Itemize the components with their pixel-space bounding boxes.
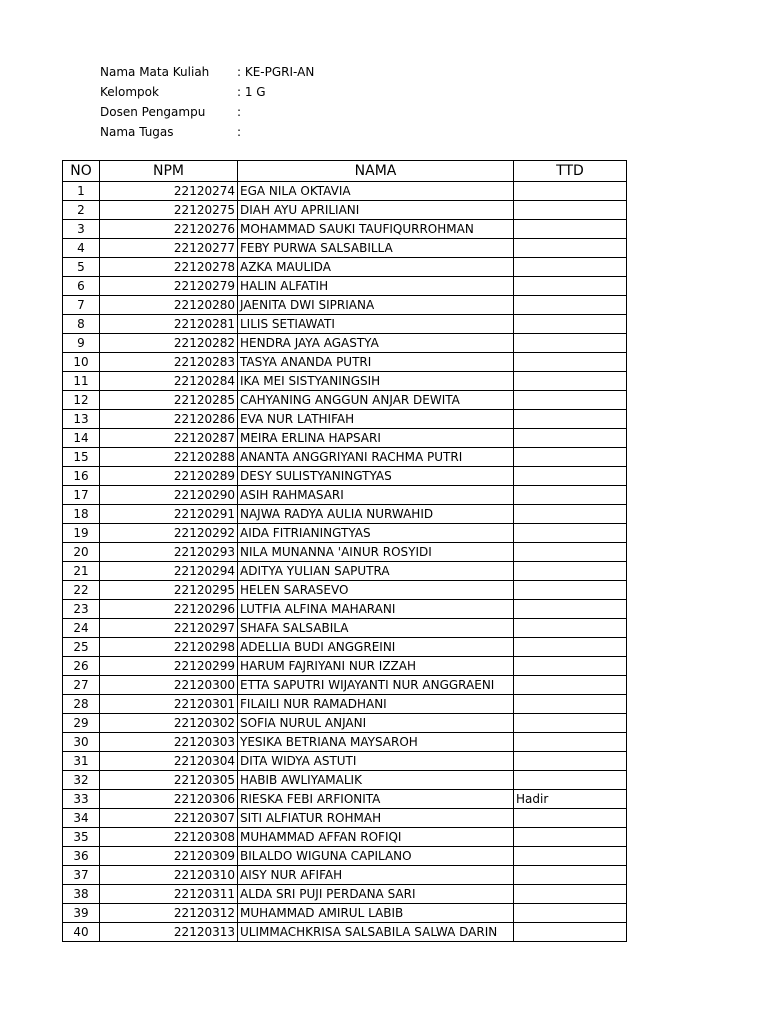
cell-ttd — [514, 828, 627, 847]
cell-npm: 22120275 — [100, 201, 238, 220]
group-label: Kelompok — [100, 85, 159, 99]
cell-nama: DITA WIDYA ASTUTI — [238, 752, 514, 771]
cell-npm: 22120304 — [100, 752, 238, 771]
table-row — [63, 752, 627, 771]
cell-ttd — [514, 657, 627, 676]
cell-ttd — [514, 334, 627, 353]
cell-ttd: Hadir — [514, 790, 627, 809]
table-row — [63, 733, 627, 752]
table-row — [63, 847, 627, 866]
cell-no: 30 — [63, 733, 100, 752]
cell-ttd — [514, 467, 627, 486]
cell-nama: DESY SULISTYANINGTYAS — [238, 467, 514, 486]
cell-nama: FEBY PURWA SALSABILLA — [238, 239, 514, 258]
table-row — [63, 885, 627, 904]
cell-ttd — [514, 885, 627, 904]
table-row — [63, 695, 627, 714]
cell-nama: NILA MUNANNA 'AINUR ROSYIDI — [238, 543, 514, 562]
cell-nama: CAHYANING ANGGUN ANJAR DEWITA — [238, 391, 514, 410]
cell-nama: AISY NUR AFIFAH — [238, 866, 514, 885]
cell-ttd — [514, 182, 627, 201]
cell-no: 34 — [63, 809, 100, 828]
cell-no: 6 — [63, 277, 100, 296]
cell-nama: MEIRA ERLINA HAPSARI — [238, 429, 514, 448]
cell-nama: IKA MEI SISTYANINGSIH — [238, 372, 514, 391]
cell-ttd — [514, 562, 627, 581]
table-row — [63, 809, 627, 828]
cell-npm: 22120277 — [100, 239, 238, 258]
cell-no: 16 — [63, 467, 100, 486]
cell-no: 17 — [63, 486, 100, 505]
course-name-label: Nama Mata Kuliah — [100, 65, 210, 79]
cell-ttd — [514, 714, 627, 733]
cell-ttd — [514, 847, 627, 866]
cell-nama: HENDRA JAYA AGASTYA — [238, 334, 514, 353]
cell-no: 29 — [63, 714, 100, 733]
cell-ttd — [514, 524, 627, 543]
cell-no: 13 — [63, 410, 100, 429]
table-row — [63, 771, 627, 790]
cell-nama: EVA NUR LATHIFAH — [238, 410, 514, 429]
cell-no: 35 — [63, 828, 100, 847]
table-row — [63, 486, 627, 505]
cell-npm: 22120311 — [100, 885, 238, 904]
cell-nama: SHAFA SALSABILA — [238, 619, 514, 638]
cell-ttd — [514, 695, 627, 714]
cell-ttd — [514, 619, 627, 638]
cell-ttd — [514, 809, 627, 828]
cell-ttd — [514, 600, 627, 619]
cell-no: 27 — [63, 676, 100, 695]
cell-ttd — [514, 410, 627, 429]
cell-no: 26 — [63, 657, 100, 676]
task-name-value: : — [237, 125, 242, 139]
task-name-label: Nama Tugas — [100, 125, 174, 139]
cell-npm: 22120278 — [100, 258, 238, 277]
cell-no: 5 — [63, 258, 100, 277]
cell-ttd — [514, 315, 627, 334]
cell-nama: SOFIA NURUL ANJANI — [238, 714, 514, 733]
cell-npm: 22120289 — [100, 467, 238, 486]
column-header-nama: NAMA — [238, 161, 514, 182]
cell-nama: EGA NILA OKTAVIA — [238, 182, 514, 201]
cell-ttd — [514, 505, 627, 524]
cell-ttd — [514, 486, 627, 505]
table-row — [63, 562, 627, 581]
cell-ttd — [514, 220, 627, 239]
cell-ttd — [514, 581, 627, 600]
cell-npm: 22120288 — [100, 448, 238, 467]
cell-no: 28 — [63, 695, 100, 714]
cell-no: 9 — [63, 334, 100, 353]
course-name-value: : KE-PGRI-AN — [237, 65, 315, 79]
cell-nama: HABIB AWLIYAMALIK — [238, 771, 514, 790]
cell-npm: 22120291 — [100, 505, 238, 524]
cell-nama: ETTA SAPUTRI WIJAYANTI NUR ANGGRAENI — [238, 676, 514, 695]
cell-npm: 22120302 — [100, 714, 238, 733]
cell-no: 11 — [63, 372, 100, 391]
cell-nama: JAENITA DWI SIPRIANA — [238, 296, 514, 315]
cell-nama: MUHAMMAD AFFAN ROFIQI — [238, 828, 514, 847]
table-row — [63, 258, 627, 277]
cell-no: 8 — [63, 315, 100, 334]
cell-no: 22 — [63, 581, 100, 600]
table-row — [63, 429, 627, 448]
cell-npm: 22120310 — [100, 866, 238, 885]
cell-nama: ALDA SRI PUJI PERDANA SARI — [238, 885, 514, 904]
cell-nama: LUTFIA ALFINA MAHARANI — [238, 600, 514, 619]
cell-nama: MOHAMMAD SAUKI TAUFIQURROHMAN — [238, 220, 514, 239]
column-header-ttd: TTD — [514, 161, 627, 182]
table-row — [63, 543, 627, 562]
table-row — [63, 467, 627, 486]
cell-npm: 22120279 — [100, 277, 238, 296]
cell-ttd — [514, 448, 627, 467]
table-row — [63, 828, 627, 847]
cell-nama: FILAILI NUR RAMADHANI — [238, 695, 514, 714]
cell-npm: 22120284 — [100, 372, 238, 391]
cell-no: 15 — [63, 448, 100, 467]
table-row — [63, 524, 627, 543]
cell-nama: BILALDO WIGUNA CAPILANO — [238, 847, 514, 866]
cell-npm: 22120300 — [100, 676, 238, 695]
cell-no: 33 — [63, 790, 100, 809]
table-row — [63, 372, 627, 391]
cell-no: 39 — [63, 904, 100, 923]
cell-no: 21 — [63, 562, 100, 581]
cell-nama: NAJWA RADYA AULIA NURWAHID — [238, 505, 514, 524]
cell-no: 19 — [63, 524, 100, 543]
cell-no: 31 — [63, 752, 100, 771]
cell-no: 32 — [63, 771, 100, 790]
cell-ttd — [514, 733, 627, 752]
cell-npm: 22120287 — [100, 429, 238, 448]
cell-nama: SITI ALFIATUR ROHMAH — [238, 809, 514, 828]
table-row — [63, 866, 627, 885]
cell-ttd — [514, 277, 627, 296]
table-row — [63, 315, 627, 334]
cell-nama: HARUM FAJRIYANI NUR IZZAH — [238, 657, 514, 676]
table-row — [63, 714, 627, 733]
cell-ttd — [514, 353, 627, 372]
cell-npm: 22120294 — [100, 562, 238, 581]
cell-nama: HELEN SARASEVO — [238, 581, 514, 600]
cell-ttd — [514, 676, 627, 695]
table-row — [63, 296, 627, 315]
cell-ttd — [514, 543, 627, 562]
cell-ttd — [514, 258, 627, 277]
cell-npm: 22120299 — [100, 657, 238, 676]
cell-ttd — [514, 771, 627, 790]
cell-ttd — [514, 296, 627, 315]
table-row — [63, 676, 627, 695]
table-row — [63, 334, 627, 353]
cell-ttd — [514, 391, 627, 410]
table-row — [63, 638, 627, 657]
cell-no: 7 — [63, 296, 100, 315]
table-body — [63, 182, 627, 942]
table-header-row — [63, 161, 627, 182]
cell-ttd — [514, 866, 627, 885]
cell-nama: ANANTA ANGGRIYANI RACHMA PUTRI — [238, 448, 514, 467]
cell-ttd — [514, 923, 627, 942]
cell-ttd — [514, 429, 627, 448]
table-row — [63, 353, 627, 372]
column-header-no: NO — [63, 161, 100, 182]
cell-npm: 22120303 — [100, 733, 238, 752]
cell-no: 40 — [63, 923, 100, 942]
table-row — [63, 410, 627, 429]
cell-no: 3 — [63, 220, 100, 239]
cell-npm: 22120292 — [100, 524, 238, 543]
cell-no: 23 — [63, 600, 100, 619]
cell-ttd — [514, 239, 627, 258]
cell-nama: TASYA ANANDA PUTRI — [238, 353, 514, 372]
cell-npm: 22120297 — [100, 619, 238, 638]
cell-nama: DIAH AYU APRILIANI — [238, 201, 514, 220]
cell-npm: 22120313 — [100, 923, 238, 942]
cell-no: 4 — [63, 239, 100, 258]
cell-nama: ULIMMACHKRISA SALSABILA SALWA DARIN — [238, 923, 514, 942]
cell-npm: 22120309 — [100, 847, 238, 866]
cell-nama: YESIKA BETRIANA MAYSAROH — [238, 733, 514, 752]
cell-nama: AIDA FITRIANINGTYAS — [238, 524, 514, 543]
table-row — [63, 505, 627, 524]
cell-no: 10 — [63, 353, 100, 372]
cell-no: 38 — [63, 885, 100, 904]
cell-npm: 22120281 — [100, 315, 238, 334]
cell-npm: 22120296 — [100, 600, 238, 619]
cell-no: 25 — [63, 638, 100, 657]
table-row — [63, 201, 627, 220]
cell-no: 2 — [63, 201, 100, 220]
cell-no: 37 — [63, 866, 100, 885]
table-row — [63, 600, 627, 619]
cell-no: 20 — [63, 543, 100, 562]
cell-npm: 22120308 — [100, 828, 238, 847]
cell-npm: 22120290 — [100, 486, 238, 505]
cell-no: 14 — [63, 429, 100, 448]
cell-npm: 22120306 — [100, 790, 238, 809]
cell-nama: ADELLIA BUDI ANGGREINI — [238, 638, 514, 657]
cell-npm: 22120282 — [100, 334, 238, 353]
table-row — [63, 923, 627, 942]
table-row — [63, 657, 627, 676]
cell-npm: 22120293 — [100, 543, 238, 562]
cell-npm: 22120295 — [100, 581, 238, 600]
table-row — [63, 182, 627, 201]
cell-nama: LILIS SETIAWATI — [238, 315, 514, 334]
group-value: : 1 G — [237, 85, 266, 99]
cell-npm: 22120286 — [100, 410, 238, 429]
table-row — [63, 220, 627, 239]
cell-npm: 22120298 — [100, 638, 238, 657]
cell-nama: ADITYA YULIAN SAPUTRA — [238, 562, 514, 581]
table-row — [63, 619, 627, 638]
cell-nama: AZKA MAULIDA — [238, 258, 514, 277]
lecturer-value: : — [237, 105, 242, 119]
lecturer-label: Dosen Pengampu — [100, 105, 206, 119]
table-row — [63, 790, 627, 809]
cell-npm: 22120276 — [100, 220, 238, 239]
cell-no: 18 — [63, 505, 100, 524]
cell-npm: 22120305 — [100, 771, 238, 790]
cell-npm: 22120283 — [100, 353, 238, 372]
cell-nama: ASIH RAHMASARI — [238, 486, 514, 505]
column-header-npm: NPM — [100, 161, 238, 182]
cell-no: 24 — [63, 619, 100, 638]
table-row — [63, 239, 627, 258]
cell-ttd — [514, 372, 627, 391]
cell-npm: 22120274 — [100, 182, 238, 201]
cell-ttd — [514, 904, 627, 923]
table-row — [63, 904, 627, 923]
cell-ttd — [514, 752, 627, 771]
table-row — [63, 448, 627, 467]
cell-npm: 22120280 — [100, 296, 238, 315]
cell-nama: HALIN ALFATIH — [238, 277, 514, 296]
cell-ttd — [514, 638, 627, 657]
cell-npm: 22120312 — [100, 904, 238, 923]
table-row — [63, 581, 627, 600]
table-row — [63, 391, 627, 410]
cell-no: 1 — [63, 182, 100, 201]
cell-ttd — [514, 201, 627, 220]
attendance-table — [62, 160, 627, 942]
cell-npm: 22120301 — [100, 695, 238, 714]
cell-nama: MUHAMMAD AMIRUL LABIB — [238, 904, 514, 923]
cell-nama: RIESKA FEBI ARFIONITA — [238, 790, 514, 809]
cell-no: 12 — [63, 391, 100, 410]
cell-npm: 22120307 — [100, 809, 238, 828]
table-row — [63, 277, 627, 296]
cell-no: 36 — [63, 847, 100, 866]
cell-npm: 22120285 — [100, 391, 238, 410]
